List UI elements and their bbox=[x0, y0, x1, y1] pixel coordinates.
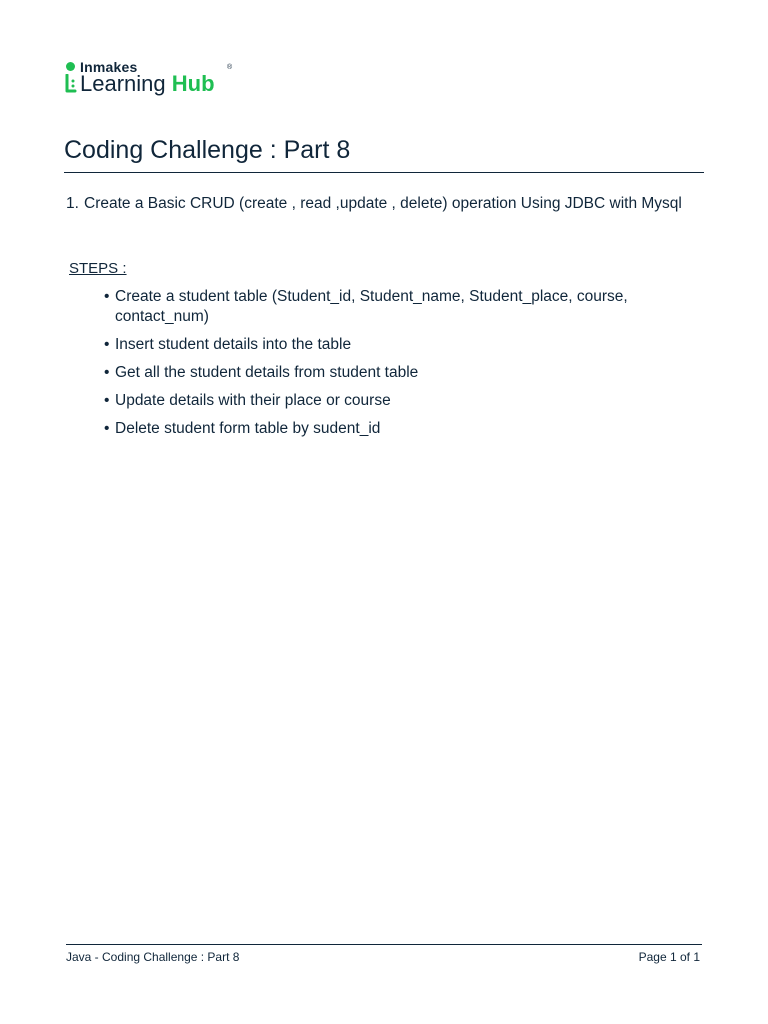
step-item bbox=[104, 363, 704, 383]
registered-mark: ® bbox=[227, 64, 233, 71]
logo-mark-icon bbox=[65, 74, 77, 93]
title-divider bbox=[64, 172, 704, 173]
logo-brand-text: Inmakes bbox=[80, 59, 138, 75]
bullet-icon: • bbox=[104, 364, 110, 381]
question-number: 1. bbox=[66, 195, 79, 212]
logo-word-learning: Learning bbox=[80, 71, 166, 96]
logo-dot-icon bbox=[66, 62, 75, 71]
steps-list bbox=[104, 287, 704, 447]
inmakes-learning-hub-logo bbox=[64, 58, 244, 102]
question-text: Create a Basic CRUD (create , read ,update , delete) operation Using JDBC with Mysql bbox=[84, 195, 682, 212]
logo-word-hub: Hub bbox=[171, 71, 215, 96]
step-text: Delete student form table by sudent_id bbox=[115, 420, 381, 437]
steps-heading: STEPS : bbox=[69, 260, 127, 277]
step-text: Insert student details into the table bbox=[115, 336, 352, 353]
step-text: Create a student table (Student_id, Student_name, Student_place, course, contact_num) bbox=[115, 288, 628, 325]
step-item bbox=[104, 391, 704, 411]
question-item bbox=[66, 194, 706, 214]
step-text: Get all the student details from student table bbox=[115, 364, 419, 381]
bullet-icon: • bbox=[104, 288, 110, 305]
footer-divider bbox=[66, 944, 702, 945]
bullet-icon: • bbox=[104, 420, 110, 437]
step-item bbox=[104, 287, 704, 327]
step-item bbox=[104, 419, 704, 439]
bullet-icon: • bbox=[104, 392, 110, 409]
step-item bbox=[104, 335, 704, 355]
page-title: Coding Challenge : Part 8 bbox=[64, 136, 351, 164]
footer-document-title: Java - Coding Challenge : Part 8 bbox=[66, 950, 240, 964]
footer-page-number: Page 1 of 1 bbox=[638, 950, 700, 964]
logo-wordmark bbox=[80, 71, 215, 97]
step-text: Update details with their place or course bbox=[115, 392, 391, 409]
bullet-icon: • bbox=[104, 336, 110, 353]
